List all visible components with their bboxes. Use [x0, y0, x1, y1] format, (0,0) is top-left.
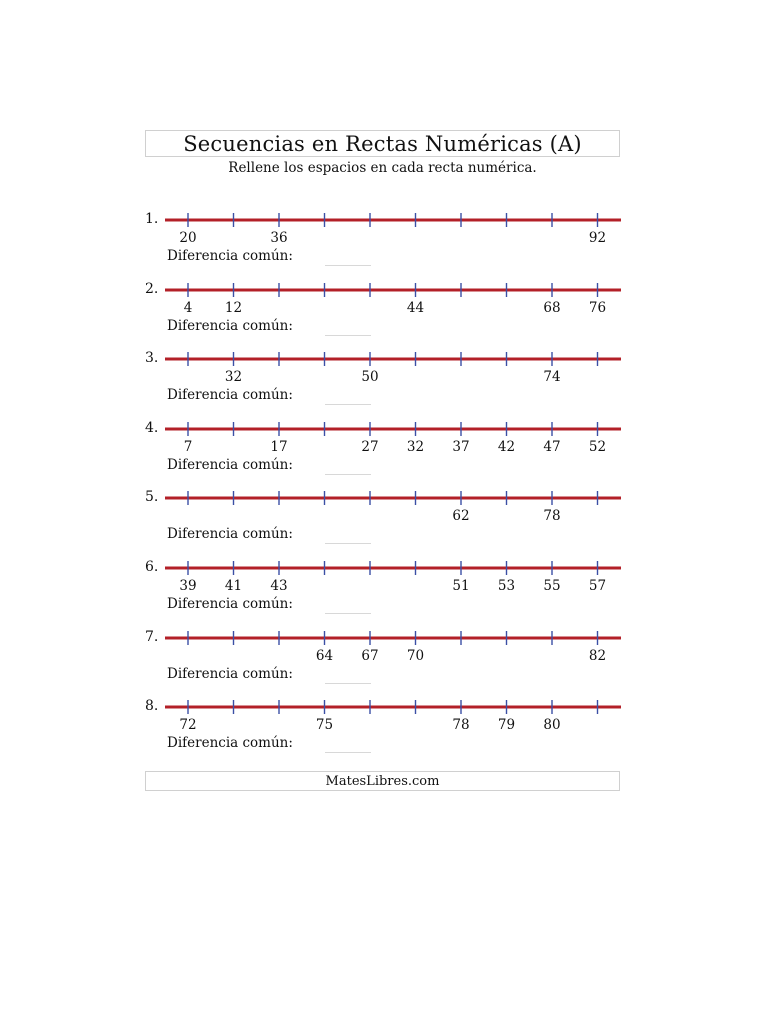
problem-number: 7.: [145, 628, 159, 645]
problem-number: 1.: [145, 211, 159, 227]
number-line: [0, 707, 768, 735]
instructions: Rellene los espacios en cada recta numérica.: [228, 160, 537, 176]
number-line: [0, 359, 768, 387]
footer-site: MatesLibres.com: [145, 771, 620, 791]
number-line: [0, 568, 768, 596]
tick-value-label: 37: [452, 438, 470, 455]
tick-value-label: 74: [543, 369, 561, 386]
tick-value-label: 62: [452, 508, 470, 525]
problem-number: 6.: [145, 559, 159, 575]
tick-value-label: 39: [179, 578, 197, 594]
tick-value-label: 51: [452, 578, 470, 594]
tick-value-label: 70: [406, 647, 425, 664]
number-line: [0, 498, 768, 526]
problem-number: 5.: [145, 489, 159, 506]
common-difference-answer-field[interactable]: [325, 612, 371, 614]
tick-value-label: 42: [497, 438, 516, 455]
tick-value-label: 68: [543, 299, 561, 316]
tick-value-label: 20: [179, 230, 197, 246]
common-difference-label: Diferencia común:: [167, 317, 293, 334]
tick-value-label: 41: [224, 578, 243, 594]
common-difference-answer-field[interactable]: [325, 473, 371, 475]
common-difference-label: Diferencia común:: [167, 665, 293, 682]
common-difference-answer-field[interactable]: [325, 751, 371, 753]
tick-value-label: 53: [497, 578, 516, 594]
common-difference-answer-field[interactable]: [325, 682, 371, 684]
number-line-problem: [0, 350, 768, 425]
common-difference-label: Diferencia común:: [167, 248, 293, 264]
common-difference-answer-field[interactable]: [325, 542, 371, 544]
tick-value-label: 44: [406, 299, 425, 316]
number-line-problem: [0, 628, 768, 704]
number-line: [0, 290, 768, 318]
number-line: [0, 220, 768, 248]
number-line-problem: [0, 419, 768, 495]
number-line-problem: [0, 559, 768, 634]
tick-value-label: 47: [543, 438, 561, 455]
number-line-problem: [0, 698, 768, 773]
tick-value-label: 36: [270, 230, 288, 246]
tick-value-label: 78: [452, 717, 470, 734]
number-line-problem: [0, 211, 768, 286]
tick-value-label: 75: [315, 717, 334, 734]
tick-value-label: 27: [361, 438, 379, 455]
tick-value-label: 43: [270, 578, 288, 594]
common-difference-answer-field[interactable]: [325, 334, 371, 336]
problem-number: 8.: [145, 698, 159, 715]
tick-value-label: 52: [588, 438, 607, 455]
tick-value-label: 67: [361, 647, 379, 664]
tick-value-label: 55: [543, 578, 561, 594]
tick-value-label: 17: [270, 438, 288, 455]
tick-value-label: 32: [406, 438, 425, 455]
tick-value-label: 64: [315, 647, 334, 664]
common-difference-label: Diferencia común:: [167, 387, 293, 404]
common-difference-label: Diferencia común:: [167, 596, 293, 612]
tick-value-label: 7: [183, 438, 193, 455]
tick-value-label: 82: [588, 647, 607, 664]
tick-value-label: 72: [179, 717, 197, 734]
number-line: [0, 638, 768, 666]
number-line-problem: [0, 280, 768, 356]
problem-number: 4.: [145, 419, 159, 436]
common-difference-label: Diferencia común:: [167, 526, 293, 543]
tick-value-label: 92: [588, 230, 607, 246]
tick-value-label: 4: [183, 299, 193, 316]
common-difference-answer-field[interactable]: [325, 403, 371, 405]
problem-number: 3.: [145, 350, 159, 367]
tick-value-label: 76: [588, 299, 607, 316]
tick-value-label: 50: [361, 369, 379, 386]
common-difference-label: Diferencia común:: [167, 735, 293, 752]
tick-value-label: 79: [497, 717, 516, 734]
number-line: [0, 429, 768, 457]
number-line-problem: [0, 489, 768, 564]
tick-value-label: 57: [588, 578, 607, 594]
common-difference-answer-field[interactable]: [325, 264, 371, 266]
problem-number: 2.: [145, 280, 159, 297]
common-difference-label: Diferencia común:: [167, 456, 293, 473]
tick-value-label: 78: [543, 508, 561, 525]
tick-value-label: 80: [543, 717, 561, 734]
page-title: Secuencias en Rectas Numéricas (A): [145, 130, 620, 157]
tick-value-label: 32: [224, 369, 243, 386]
tick-value-label: 12: [224, 299, 243, 316]
